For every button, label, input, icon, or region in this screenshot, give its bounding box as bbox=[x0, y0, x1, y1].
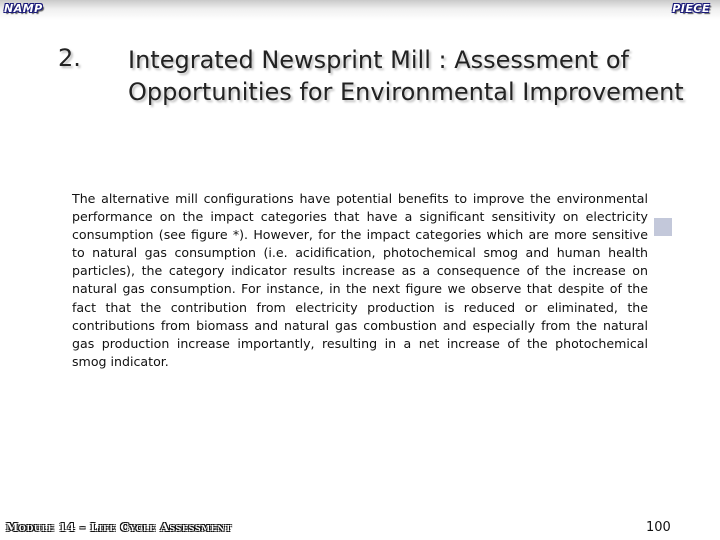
decorative-square-marker bbox=[654, 218, 672, 236]
page-number: 100 bbox=[646, 520, 671, 535]
brand-namp: NAMP bbox=[4, 2, 43, 15]
slide-title: Integrated Newsprint Mill : Assessment of Opportunities for Environmental Improvement bbox=[128, 46, 684, 106]
module-footer-label: Module 14 – Life Cycle Assessment bbox=[6, 521, 232, 534]
header-bar bbox=[0, 0, 720, 20]
section-number: 2. bbox=[58, 44, 81, 72]
body-paragraph: The alternative mill configurations have potential benefits to improve the environmental performance on the impact categories that have a significant sensitivity on electricity consumption (see figure *). However, for the impact categories which are more sensitive to natural gas consumption (i.e. acidification, photochemical smog and human health particles), the category indicator results increase as a consequence of the increase on natural gas consumption. For instance, in the next figure we observe that despite of the fact that the contribution from electricity production is reduced or eliminated, the contributions from biomass and natural gas combustion and especially from the natural gas production increase importantly, resulting in a net increase of the photochemical smog indicator. bbox=[72, 191, 648, 369]
brand-piece: PIECE bbox=[672, 2, 710, 15]
